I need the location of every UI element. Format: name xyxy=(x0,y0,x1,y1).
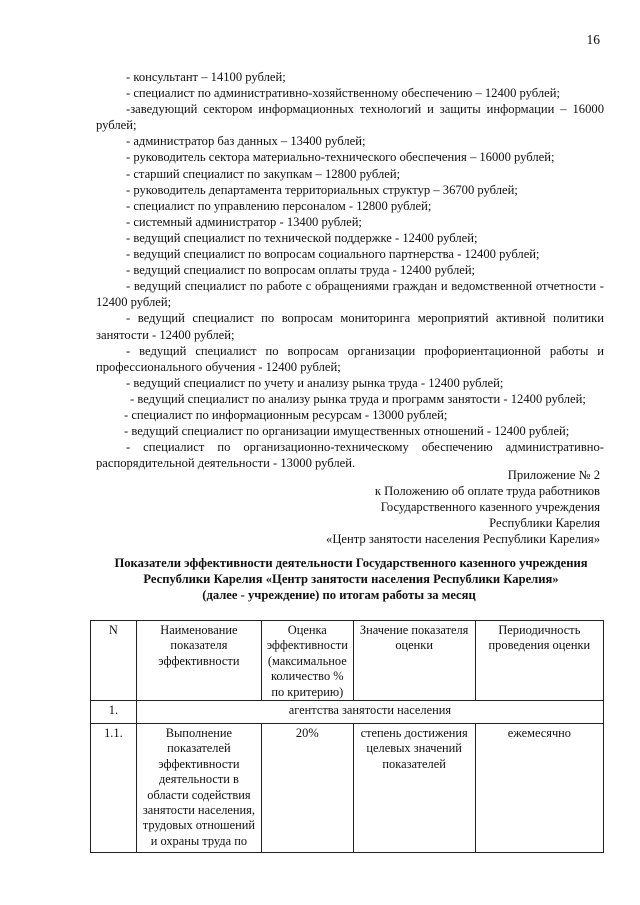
list-item: -заведующий сектором информационных технологий и защиты информации – 16000 рублей; xyxy=(96,102,604,133)
list-item: - ведущий специалист по вопросам мониторинга мероприятий активной политики занятости - 12400 рублей; xyxy=(96,311,604,342)
appendix-line: «Центр занятости населения Республики Карелия» xyxy=(326,531,600,546)
list-item: - ведущий специалист по вопросам оплаты труда - 12400 рублей; xyxy=(126,263,476,278)
appendix-line: к Положению об оплате труда работников xyxy=(374,483,600,498)
list-item: - специалист по организационно-техническому обеспечению административно-распорядительной деятельности - 13000 рублей. xyxy=(96,440,604,471)
list-item: - ведущий специалист по анализу рынка труда и программ занятости - 12400 рублей; xyxy=(130,391,586,406)
header-number: N xyxy=(91,621,137,701)
header-value: Значение показателя оценки xyxy=(353,621,475,701)
list-item: - руководитель сектора материально-технического обеспечения – 16000 рублей; xyxy=(126,150,555,165)
row-value: степень достижения целевых значений показателей xyxy=(353,724,475,853)
table-row xyxy=(91,724,604,853)
list-item: - старший специалист по закупкам – 12800 рублей; xyxy=(126,166,401,181)
row-score: 20% xyxy=(261,724,353,853)
title-line xyxy=(98,587,604,603)
table-section-row xyxy=(91,701,604,724)
list-item: - ведущий специалист по технической поддержке - 12400 рублей; xyxy=(126,230,478,245)
document-title xyxy=(98,555,604,603)
header-periodicity: Периодичность проведения оценки xyxy=(475,621,603,701)
title-line: Показатели эффективности деятельности Государственного казенного учреждения xyxy=(114,556,588,570)
table-header-row xyxy=(91,621,604,701)
list-item: - специалист по управлению персоналом - 12800 рублей; xyxy=(126,198,432,213)
list-item: - специалист по административно-хозяйственному обеспечению – 12400 рублей; xyxy=(126,86,560,101)
list-item: - ведущий специалист по работе с обращениями граждан и ведомственной отчетности - 12400 рублей; xyxy=(96,279,604,310)
row-periodicity: ежемесячно xyxy=(475,724,603,853)
list-item: - ведущий специалист по вопросам социального партнерства - 12400 рублей; xyxy=(126,247,540,262)
title-line: Республики Карелия «Центр занятости населения Республики Карелия» xyxy=(143,572,559,586)
list-item: - руководитель департамента территориальных структур – 36700 рублей; xyxy=(126,182,518,197)
list-item: - ведущий специалист по учету и анализу рынка труда - 12400 рублей; xyxy=(126,375,504,390)
section-title: агентства занятости населения xyxy=(136,701,603,724)
appendix-line: Государственного казенного учреждения xyxy=(380,499,600,514)
appendix-line: Приложение № 2 xyxy=(507,468,600,482)
list-item: - администратор баз данных – 13400 рублей; xyxy=(126,134,366,149)
list-item: - ведущий специалист по вопросам организации профориентационной работы и профессионального обучения - 12400 рублей; xyxy=(96,343,604,374)
row-indicator-name: Выполнение показателей эффективности деятельности в области содействия занятости населения, трудовых отношений и охраны труда по xyxy=(136,724,261,853)
page-number: 16 xyxy=(586,32,600,47)
list-item: - специалист по информационным ресурсам - 13000 рублей; xyxy=(124,407,448,422)
salary-list xyxy=(96,69,604,471)
header-score: Оценка эффективности (максимальное количество % по критерию) xyxy=(261,621,353,701)
title-line-text: (далее - учреждение) по итогам работы за месяц xyxy=(202,588,476,602)
list-item: - ведущий специалист по организации имущественных отношений - 12400 рублей; xyxy=(124,424,570,439)
row-number: 1.1. xyxy=(91,724,137,853)
indicators-table xyxy=(90,620,604,853)
section-number: 1. xyxy=(91,701,137,724)
list-item: - системный администратор - 13400 рублей; xyxy=(126,214,362,229)
list-item: - консультант – 14100 рублей; xyxy=(126,70,286,84)
appendix-line: Республики Карелия xyxy=(489,515,600,530)
appendix-reference xyxy=(240,468,600,548)
header-indicator-name: Наименование показателя эффективности xyxy=(136,621,261,701)
